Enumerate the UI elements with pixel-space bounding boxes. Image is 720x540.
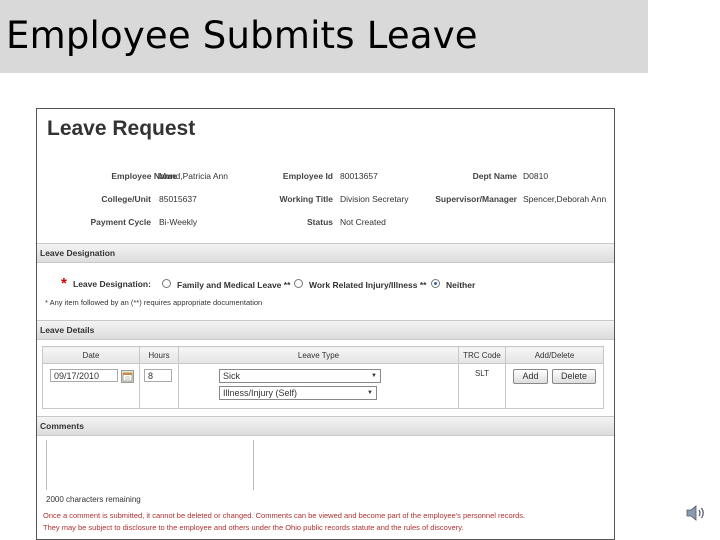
status-value: Not Created (340, 217, 386, 227)
slide-title-bar (0, 0, 648, 73)
add-button[interactable]: Add (513, 369, 548, 384)
college-unit-label: College/Unit (101, 194, 151, 204)
leave-designation-section-title: Leave Designation (40, 248, 116, 258)
trc-code-value: SLT (474, 369, 490, 378)
column-header-trc-code: TRC Code (459, 347, 506, 364)
dept-name-value: D0810 (523, 171, 549, 181)
trc-code-cell (459, 364, 506, 409)
employee-name-label: Employee Name (111, 171, 177, 181)
leave-type-cell (179, 364, 459, 409)
dept-name-label: Dept Name (472, 171, 517, 181)
employee-id-value: 80013657 (340, 171, 378, 181)
comment-warning-line-1: Once a comment is submitted, it cannot be deleted or changed. Comments can be viewed and become part of the employee's personnel records. (43, 511, 526, 520)
radio-neither-label[interactable]: Neither (446, 280, 476, 290)
chevron-down-icon: ▼ (371, 373, 377, 379)
radio-family-medical-leave[interactable] (162, 279, 171, 288)
leave-designation-header (37, 243, 614, 263)
delete-button[interactable]: Delete (552, 369, 596, 384)
comments-header (37, 416, 614, 436)
comments-textarea[interactable] (46, 440, 254, 490)
date-input[interactable]: 09/17/2010 (50, 369, 118, 382)
leave-details-table (42, 346, 604, 409)
college-unit-value: 85015637 (159, 194, 197, 204)
employee-id-label: Employee Id (282, 171, 333, 181)
payment-cycle-value: Bi-Weekly (159, 217, 198, 227)
column-header-leave-type: Leave Type (179, 347, 459, 364)
add-delete-cell (506, 364, 604, 409)
leave-details-header (37, 320, 614, 340)
working-title-label: Working Title (279, 194, 333, 204)
calendar-icon-glyph (122, 371, 133, 382)
column-header-hours: Hours (140, 347, 179, 364)
payment-cycle-label: Payment Cycle (90, 217, 151, 227)
radio-work-related-injury[interactable] (294, 279, 303, 288)
leave-request-screenshot (36, 108, 615, 540)
documentation-note: * Any item followed by an (**) requires appropriate documentation (45, 298, 263, 307)
leave-subtype-selected: Illness/Injury (Self) (223, 388, 298, 398)
employee-name-value: Mund,Patricia Ann (159, 171, 228, 181)
table-header-row (43, 347, 604, 364)
column-header-date: Date (43, 347, 140, 364)
chevron-down-icon: ▼ (367, 390, 373, 396)
hours-input[interactable]: 8 (144, 369, 172, 382)
speaker-icon[interactable] (685, 503, 707, 523)
supervisor-label: Supervisor/Manager (435, 194, 517, 204)
column-header-add-delete: Add/Delete (506, 347, 604, 364)
supervisor-value: Spencer,Deborah Ann (523, 194, 607, 204)
comment-warning-line-2: They may be subject to disclosure to the employee and others under the Ohio public records statute and the rules of discovery. (43, 523, 464, 532)
working-title-value: Division Secretary (340, 194, 409, 204)
leave-details-section-title: Leave Details (40, 325, 95, 335)
slide-title: Employee Submits Leave (6, 14, 478, 57)
leave-subtype-select[interactable] (219, 386, 377, 400)
comments-section-title: Comments (40, 421, 84, 431)
radio-neither[interactable] (431, 279, 440, 288)
calendar-icon[interactable] (121, 370, 134, 383)
radio-work-related-injury-label[interactable]: Work Related Injury/Illness ** (309, 280, 427, 290)
characters-remaining: 2000 characters remaining (46, 495, 141, 504)
hours-cell (140, 364, 179, 409)
leave-type-selected: Sick (223, 371, 241, 381)
leave-type-select[interactable] (219, 369, 381, 383)
form-title: Leave Request (47, 117, 196, 140)
radio-family-medical-leave-label[interactable]: Family and Medical Leave ** (177, 280, 291, 290)
table-row (43, 364, 604, 409)
required-marker: * (61, 275, 67, 292)
date-cell (43, 364, 140, 409)
status-label: Status (307, 217, 333, 227)
leave-designation-label: Leave Designation: (73, 279, 151, 289)
